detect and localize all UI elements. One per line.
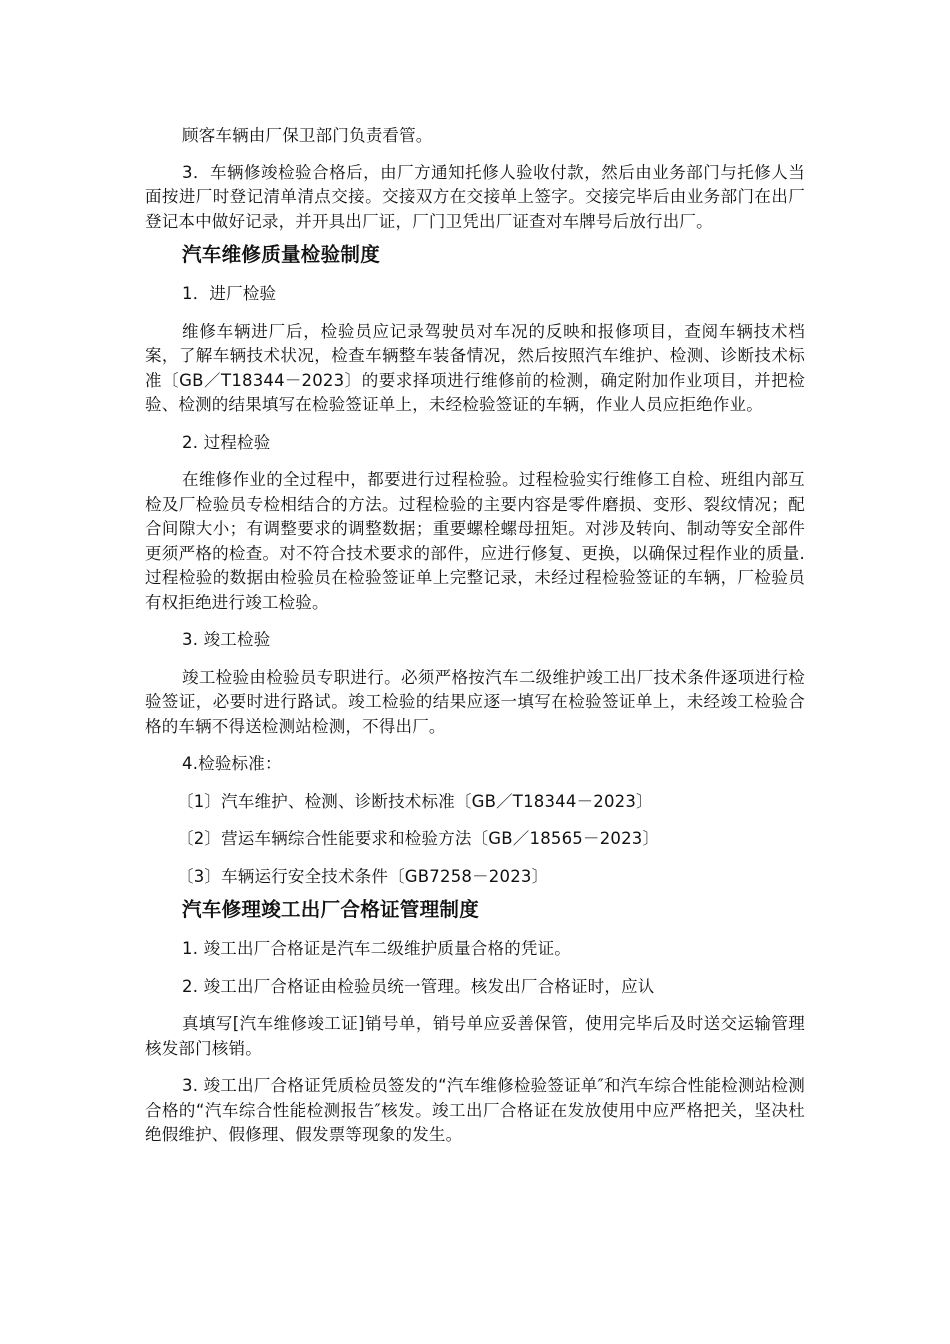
paragraph-intro-2: 3．车辆修竣检验合格后，由厂方通知托修人验收付款，然后由业务部门与托修人当面按进厂时登记清单清点交接。交接双方在交接单上签字。交接完毕后由业务部门在出厂登记本中做好记录，并开具出厂证，厂门卫凭出厂证查对车牌号后放行出厂。	[145, 162, 805, 231]
section-title-certificate-management: 汽车修理竣工出厂合格证管理制度	[182, 898, 480, 921]
item-heading-process-inspection: 2. 过程检验	[182, 432, 271, 452]
document-page	[145, 124, 805, 1148]
standard-item-1: 〔1〕汽车维护、检测、诊断技术标准〔GB／T18344－2023〕	[177, 791, 653, 811]
item-body-final-inspection: 竣工检验由检验员专职进行。必须严格按汽车二级维护竣工出厂技术条件逐项进行检验签证，必要时进行路试。竣工检验的结果应逐一填写在检验签证单上，未经竣工检验合格的车辆不得送检测站检测，不得出厂。	[145, 667, 805, 736]
standard-item-3: 〔3〕车辆运行安全技术条件〔GB7258－2023〕	[177, 866, 549, 886]
item-heading-final-inspection: 3. 竣工检验	[182, 630, 271, 649]
standards-heading: 4.检验标准：	[182, 754, 282, 773]
section-title-quality-inspection: 汽车维修质量检验制度	[182, 243, 381, 266]
certificate-paragraph-2: 2. 竣工出厂合格证由检验员统一管理。核发出厂合格证时，应认	[182, 976, 655, 996]
certificate-paragraph-4: 3. 竣工出厂合格证凭质检员签发的“汽车维修检验签证单″和汽车综合性能检测站检测合格的“汽车综合性能检测报告″核发。竣工出厂合格证在发放使用中应严格把关，坚决杜绝假维护、假修理、假发票等现象的发生。	[145, 1076, 805, 1144]
item-body-process-inspection: 在维修作业的全过程中，都要进行过程检验。过程检验实行维修工自检、班组内部互检及厂检验员专检相结合的方法。过程检验的主要内容是零件磨损、变形、裂纹情况；配合间隙大小；有调整要求的调整数据；重要螺栓螺母扭矩。对涉及转向、制动等安全部件更须严格的检查。对不符合技术要求的部件，应进行修复、更换，以确保过程作业的质量.过程检验的数据由检验员在检验签证单上完整记录，未经过程检验签证的车辆，厂检验员有权拒绝进行竣工检验。	[145, 470, 805, 612]
standard-item-2: 〔2〕营运车辆综合性能要求和检验方法〔GB／18565－2023〕	[177, 829, 660, 848]
item-body-entry-inspection: 维修车辆进厂后，检验员应记录驾驶员对车况的反映和报修项目，查阅车辆技术档案，了解车辆技术状况，检查车辆整车装备情况，然后按照汽车维护、检测、诊断技术标准〔GB／T18344－2023〕的要求择项进行维修前的检测，确定附加作业项目，并把检验、检测的结果填写在检验签证单上，未经检验签证的车辆，作业人员应拒绝作业。	[145, 321, 805, 414]
paragraph-intro-1: 顾客车辆由厂保卫部门负责看管。	[182, 126, 433, 145]
item-heading-entry-inspection: 1．进厂检验	[182, 284, 277, 303]
certificate-paragraph-3: 真填写[汽车维修竣工证]销号单，销号单应妥善保管，使用完毕后及时送交运输管理核发部门核销。	[145, 1014, 805, 1058]
certificate-paragraph-1: 1. 竣工出厂合格证是汽车二级维护质量合格的凭证。	[182, 939, 571, 958]
